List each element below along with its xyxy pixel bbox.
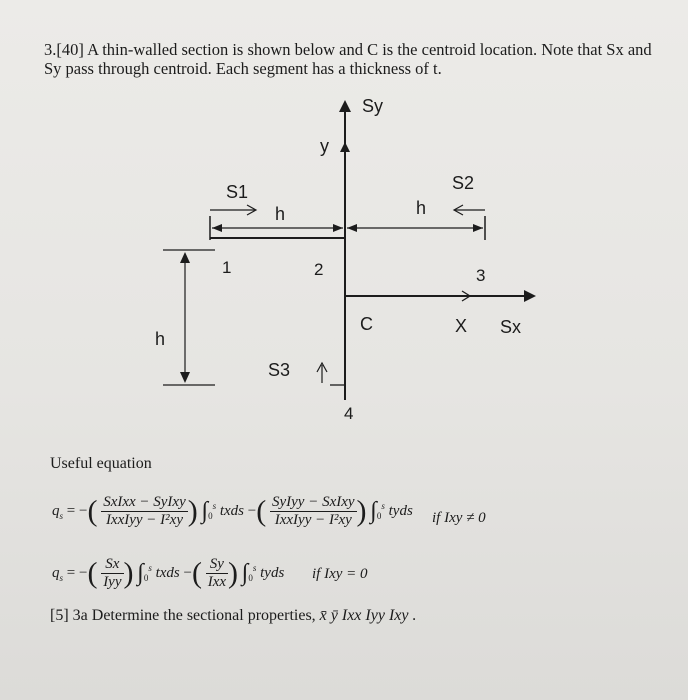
h-vert-arrow-a bbox=[180, 252, 190, 263]
question-5 bbox=[50, 607, 416, 625]
eq1-term1: txds bbox=[219, 502, 245, 519]
centroid-label: C bbox=[360, 314, 373, 334]
eq2-fraction-1 bbox=[101, 556, 123, 591]
y-arrowhead bbox=[340, 142, 350, 152]
eq2-fraction-2 bbox=[206, 556, 228, 591]
eq1-lhs-sub: s bbox=[59, 510, 64, 521]
x-label: X bbox=[455, 316, 468, 336]
y-label: y bbox=[320, 136, 329, 156]
eq1-num1: SxIxx − SyIxy bbox=[103, 494, 186, 510]
eq1-condition: if Ixy ≠ 0 bbox=[432, 510, 486, 526]
eq1-num2: SyIyy − SxIxy bbox=[271, 494, 355, 510]
eq2-lhs-sub: s bbox=[59, 572, 64, 583]
node-3-label: 3 bbox=[476, 266, 486, 285]
node-1-label: 1 bbox=[222, 258, 232, 277]
sx-arrowhead bbox=[524, 290, 536, 302]
sy-arrowhead bbox=[339, 100, 351, 112]
eq2-num2: Sy bbox=[206, 556, 228, 574]
sy-label: Sy bbox=[362, 96, 384, 116]
eq1-lhs: q bbox=[52, 502, 60, 519]
problem-statement: 3.[40] A thin-walled section is shown below and C is the centroid location. Note that Sx and Sy pass through centroid. Each segment has a thickness of t. bbox=[44, 40, 652, 78]
eq2-condition: if Ixy = 0 bbox=[312, 566, 368, 582]
useful-equation-heading: Useful equation bbox=[50, 455, 152, 472]
node-4-label: 4 bbox=[344, 404, 354, 423]
eq2-den1: Iyy bbox=[103, 574, 122, 590]
equation-1: $q_s$ = −( $\frac{\text{SxIxx − SyIxy}}{\text{IxxIyy − I²xy}}$ ) $\int_0^s$ txds −( $\frac{\text{SyIyy − SxIxy}}{\text{IxxIyy − I²xy}}$ ) $\int_0^s$ tyds bbox=[52, 494, 413, 528]
node-2-label: 2 bbox=[314, 260, 324, 279]
sx-label: Sx bbox=[500, 317, 522, 337]
eq1-term2: tyds bbox=[388, 502, 413, 519]
equation-2: $q_s$ = −( $\frac{Sx}{\text{Iyy}}$ ) $\int_0^s$ txds −( $\frac{Sy}{\text{Ixx}}$ ) $\int_0^s$ tyds bbox=[52, 556, 285, 590]
h-top-right-label: h bbox=[416, 198, 427, 218]
eq2-den2: Ixx bbox=[207, 574, 227, 590]
question-5-text: [5] 3a Determine the sectional properties, bbox=[50, 607, 316, 624]
s2-label: S2 bbox=[452, 173, 475, 193]
s3-label: S3 bbox=[268, 360, 291, 380]
eq2-term1: txds bbox=[155, 564, 180, 581]
h-vertical-label: h bbox=[155, 329, 166, 349]
eq2-lhs: q bbox=[52, 564, 60, 581]
eq1-fraction-2 bbox=[270, 494, 357, 529]
h-vert-arrow-b bbox=[180, 372, 190, 383]
h-right-arrow-b bbox=[473, 224, 483, 232]
question-5-properties: x̄ ȳ Ixx Iyy Ixy . bbox=[319, 607, 417, 624]
eq1-den1: IxxIyy − I²xy bbox=[105, 512, 183, 528]
h-top-left-label: h bbox=[275, 204, 286, 224]
h-left-arrow-b bbox=[333, 224, 343, 232]
eq2-term2: tyds bbox=[260, 564, 285, 581]
eq1-den2: IxxIyy − I²xy bbox=[274, 512, 352, 528]
s1-label: S1 bbox=[226, 182, 249, 202]
h-right-arrow-a bbox=[347, 224, 357, 232]
h-left-arrow-a bbox=[212, 224, 222, 232]
eq2-num1: Sx bbox=[101, 556, 123, 574]
eq1-fraction-1 bbox=[101, 494, 188, 529]
